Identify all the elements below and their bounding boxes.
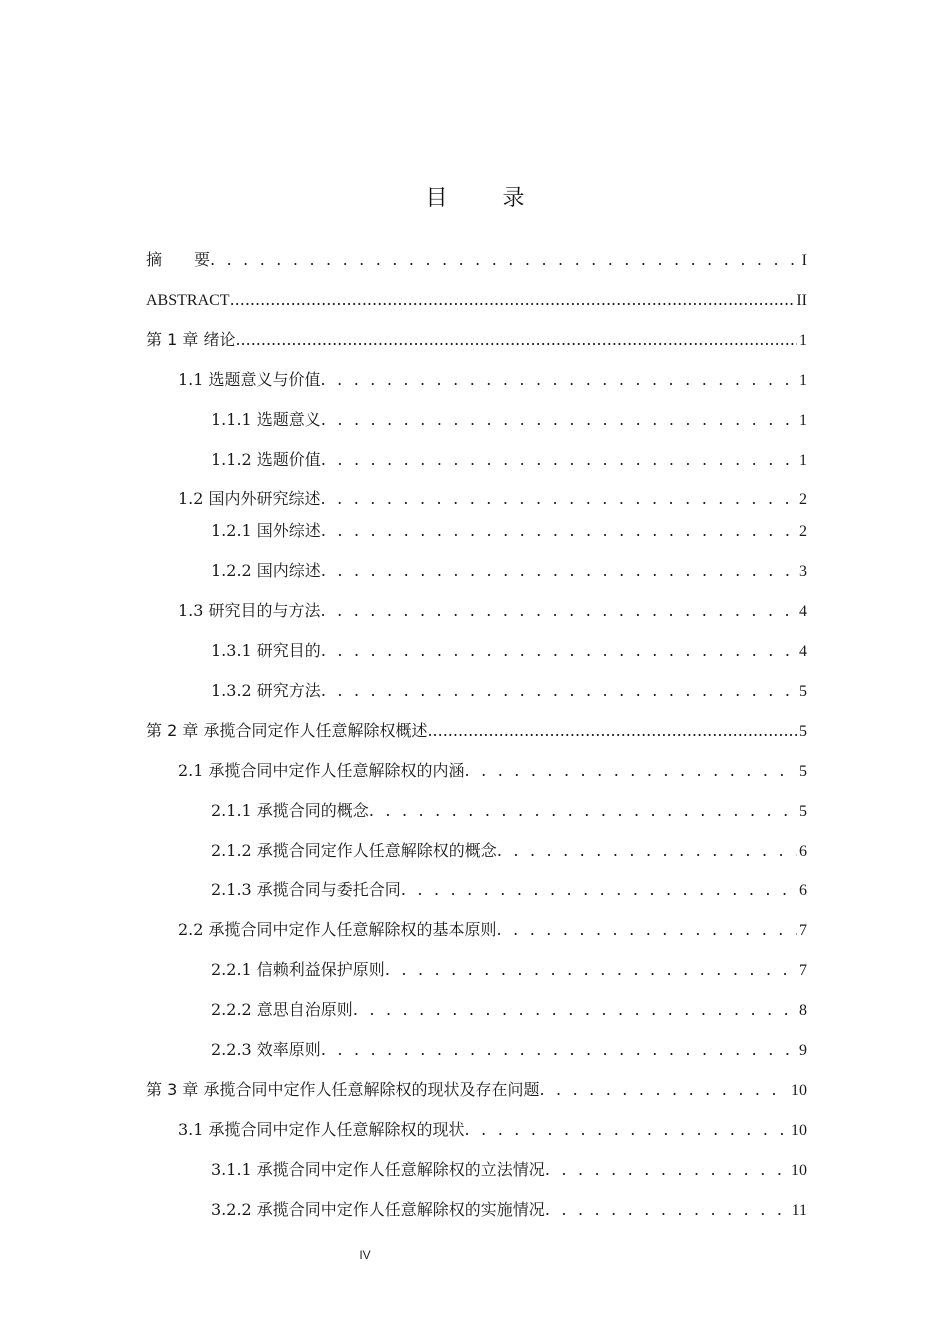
toc-entry-1-2[interactable] bbox=[178, 488, 807, 511]
toc-entry-label: 1.3.2 研究方法 bbox=[211, 681, 321, 700]
toc-entry-abstract-cn[interactable] bbox=[146, 249, 807, 272]
toc-title: 目 录 bbox=[425, 186, 549, 211]
toc-entry-label: 2.2.3 效率原则 bbox=[211, 1040, 321, 1059]
toc-entry-page: 10 bbox=[791, 1082, 807, 1099]
toc-entry-2-2-1[interactable] bbox=[211, 959, 807, 982]
toc-entry-label: 1.1.2 选题价值 bbox=[211, 450, 321, 469]
dot-leader bbox=[321, 409, 797, 431]
toc-entry-1-3-1[interactable] bbox=[211, 640, 807, 663]
dot-leader bbox=[210, 249, 800, 271]
toc-entry-2-1-3[interactable] bbox=[211, 879, 807, 902]
toc-entry-2-1[interactable] bbox=[178, 760, 807, 783]
dot-leader bbox=[321, 449, 797, 471]
toc-entry-label: 第 2 章 承揽合同定作人任意解除权概述 bbox=[146, 721, 428, 740]
toc-entry-chapter-3[interactable] bbox=[146, 1079, 807, 1102]
toc-entry-page: 8 bbox=[799, 1002, 807, 1019]
toc-entry-page: 3 bbox=[799, 563, 807, 580]
dot-leader bbox=[497, 840, 797, 862]
toc-entry-2-2-3[interactable] bbox=[211, 1039, 807, 1062]
toc-entry-label: 1.1.1 选题意义 bbox=[211, 410, 321, 429]
toc-entry-label: 2.2.2 意思自治原则 bbox=[211, 1000, 353, 1019]
toc-entry-label: 第 3 章 承揽合同中定作人任意解除权的现状及存在问题 bbox=[146, 1080, 540, 1099]
toc-entry-page: 4 bbox=[799, 603, 807, 620]
dot-leader bbox=[465, 760, 797, 782]
toc-entry-label: 1.3.1 研究目的 bbox=[211, 641, 321, 660]
toc-entry-page: 5 bbox=[799, 763, 807, 780]
dot-leader bbox=[321, 1039, 797, 1061]
dot-leader bbox=[545, 1199, 790, 1221]
dot-leader bbox=[230, 289, 795, 311]
dot-leader bbox=[401, 879, 797, 901]
toc-entry-page: II bbox=[796, 292, 807, 309]
dot-leader bbox=[321, 600, 797, 622]
toc-entry-1-2-1[interactable] bbox=[211, 520, 807, 543]
dot-leader bbox=[353, 999, 797, 1021]
dot-leader bbox=[539, 1079, 789, 1101]
toc-entry-3-2-2[interactable] bbox=[211, 1199, 807, 1222]
toc-entry-page: 1 bbox=[799, 372, 807, 389]
toc-entry-page: 6 bbox=[799, 843, 807, 860]
toc-entry-1-1[interactable] bbox=[178, 369, 807, 392]
toc-entry-page: 2 bbox=[799, 523, 807, 540]
toc-entry-label: 1.3 研究目的与方法 bbox=[178, 601, 321, 620]
toc-entry-2-2[interactable] bbox=[178, 919, 807, 942]
toc-entry-label: 第 1 章 绪论 bbox=[146, 330, 236, 349]
toc-entry-label: 3.2.2 承揽合同中定作人任意解除权的实施情况 bbox=[211, 1200, 545, 1219]
toc-entry-label: 3.1.1 承揽合同中定作人任意解除权的立法情况 bbox=[211, 1160, 545, 1179]
dot-leader bbox=[369, 800, 797, 822]
toc-entry-1-3[interactable] bbox=[178, 600, 807, 623]
toc-entry-label: 摘 要 bbox=[146, 250, 211, 269]
dot-leader bbox=[235, 329, 797, 351]
toc-entry-label: 1.1 选题意义与价值 bbox=[178, 370, 321, 389]
toc-entry-page: I bbox=[801, 252, 807, 269]
dot-leader bbox=[321, 560, 797, 582]
toc-entry-page: 10 bbox=[791, 1162, 807, 1179]
toc-entry-page: 7 bbox=[799, 922, 807, 939]
dot-leader bbox=[497, 919, 797, 941]
toc-entry-1-3-2[interactable] bbox=[211, 680, 807, 703]
toc-entry-page: 6 bbox=[799, 882, 807, 899]
toc-entry-abstract-en[interactable] bbox=[146, 289, 807, 312]
dot-leader bbox=[545, 1159, 789, 1181]
toc-entry-label: 2.1.1 承揽合同的概念 bbox=[211, 801, 369, 820]
toc-entry-2-1-1[interactable] bbox=[211, 800, 807, 823]
toc-entry-page: 1 bbox=[799, 332, 807, 349]
toc-entry-label: 2.1.3 承揽合同与委托合同 bbox=[211, 880, 401, 899]
toc-entry-chapter-2[interactable] bbox=[146, 720, 807, 743]
toc-entry-2-1-2[interactable] bbox=[211, 840, 807, 863]
toc-entry-label: 1.2.1 国外综述 bbox=[211, 521, 321, 540]
toc-entry-page: 1 bbox=[799, 452, 807, 469]
toc-entry-page: 5 bbox=[799, 803, 807, 820]
toc-entry-3-1-1[interactable] bbox=[211, 1159, 807, 1182]
toc-entry-label: 2.1 承揽合同中定作人任意解除权的内涵 bbox=[178, 761, 465, 780]
toc-entry-label: 2.2.1 信赖利益保护原则 bbox=[211, 960, 385, 979]
toc-entry-label: 3.1 承揽合同中定作人任意解除权的现状 bbox=[178, 1120, 465, 1139]
toc-entry-label: 2.1.2 承揽合同定作人任意解除权的概念 bbox=[211, 841, 497, 860]
footer-page-number: IV bbox=[359, 1248, 371, 1262]
toc-entry-page: 2 bbox=[799, 491, 807, 508]
toc-entry-2-2-2[interactable] bbox=[211, 999, 807, 1022]
toc-entry-label: 2.2 承揽合同中定作人任意解除权的基本原则 bbox=[178, 920, 497, 939]
dot-leader bbox=[385, 959, 797, 981]
dot-leader bbox=[321, 488, 797, 510]
toc-entry-1-2-2[interactable] bbox=[211, 560, 807, 583]
dot-leader bbox=[465, 1119, 789, 1141]
dot-leader bbox=[321, 520, 797, 542]
dot-leader bbox=[321, 369, 797, 391]
toc-entry-page: 11 bbox=[791, 1202, 807, 1219]
toc-entry-chapter-1[interactable] bbox=[146, 329, 807, 352]
dot-leader bbox=[427, 720, 797, 742]
toc-entry-1-1-2[interactable] bbox=[211, 449, 807, 472]
toc-entry-page: 9 bbox=[799, 1042, 807, 1059]
toc-entry-label: 1.2.2 国内综述 bbox=[211, 561, 321, 580]
toc-entry-page: 10 bbox=[791, 1122, 807, 1139]
toc-entry-page: 1 bbox=[799, 412, 807, 429]
toc-entry-page: 5 bbox=[799, 683, 807, 700]
toc-entry-page: 7 bbox=[799, 962, 807, 979]
toc-entry-1-1-1[interactable] bbox=[211, 409, 807, 432]
toc-entry-label: 1.2 国内外研究综述 bbox=[178, 489, 321, 508]
toc-entry-page: 4 bbox=[799, 643, 807, 660]
toc-entry-3-1[interactable] bbox=[178, 1119, 807, 1142]
toc-entry-label: ABSTRACT bbox=[146, 292, 230, 309]
dot-leader bbox=[321, 640, 797, 662]
toc-entry-page: 5 bbox=[799, 723, 807, 740]
dot-leader bbox=[321, 680, 797, 702]
